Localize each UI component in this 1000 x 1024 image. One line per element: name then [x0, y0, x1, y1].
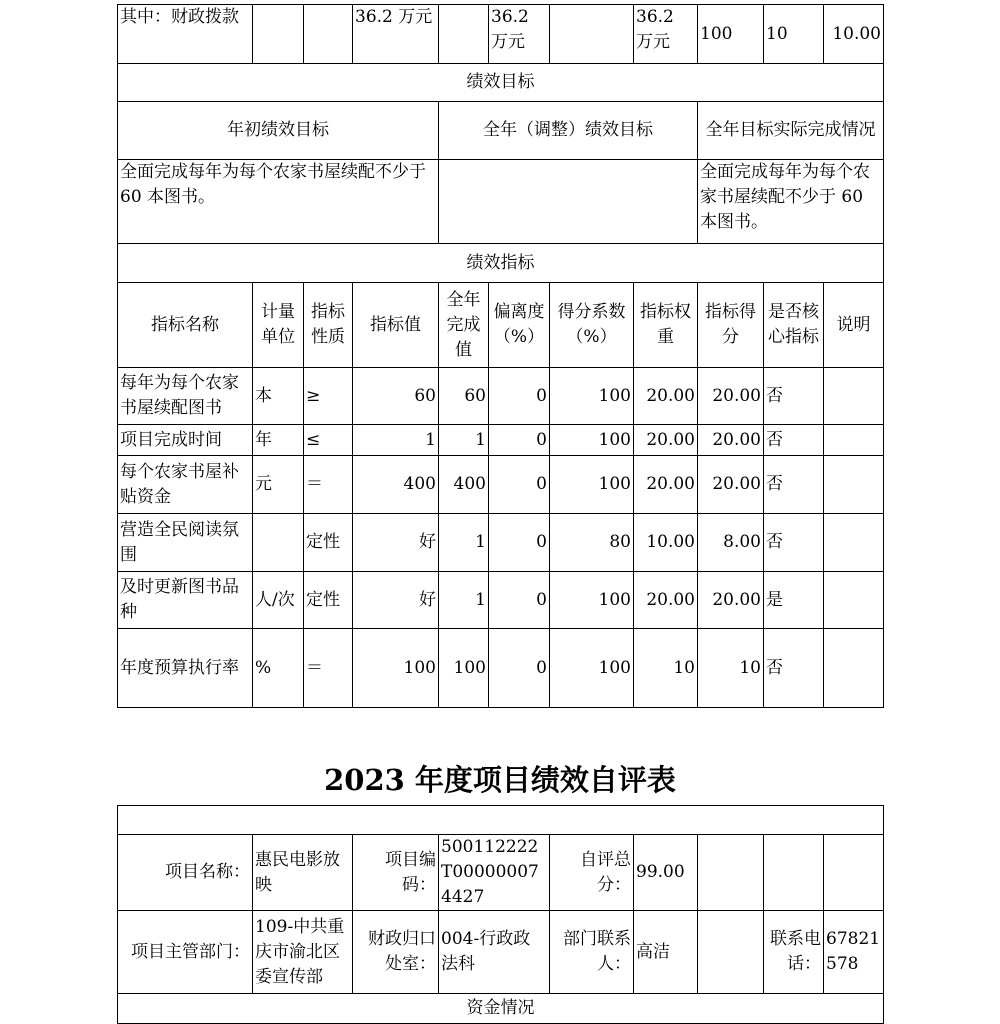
- indicator-core: 是: [764, 572, 824, 629]
- blank-row: [118, 806, 884, 835]
- indicator-coefficient: 100: [550, 456, 634, 514]
- empty-cell: [764, 835, 824, 911]
- header-nature: 指标性质: [304, 283, 353, 368]
- project-name-label: 项目名称：: [118, 835, 253, 911]
- header-unit: 计量单位: [253, 283, 304, 368]
- indicator-score: 20.00: [698, 425, 764, 456]
- indicator-coefficient: 80: [550, 514, 634, 572]
- funding-cell: 10: [764, 5, 824, 64]
- indicator-core: 否: [764, 514, 824, 572]
- indicator-core: 否: [764, 425, 824, 456]
- funding-cell: [253, 5, 304, 64]
- dept: 109-中共重庆市渝北区委宣传部: [253, 911, 353, 994]
- indicator-nature: ≤: [304, 425, 353, 456]
- indicator-core: 否: [764, 629, 824, 708]
- indicator-done: 60: [439, 368, 489, 425]
- indicator-note: [824, 514, 884, 572]
- indicator-score: 20.00: [698, 572, 764, 629]
- funding-cell: 10.00: [824, 5, 884, 64]
- funding-label: 其中：财政拨款: [118, 5, 253, 64]
- indicator-note: [824, 572, 884, 629]
- indicator-deviation: 0: [489, 456, 550, 514]
- indicator-value: 1: [353, 425, 439, 456]
- indicator-name: 营造全民阅读氛围: [118, 514, 253, 572]
- funding-row: [118, 5, 884, 64]
- header-name: 指标名称: [118, 283, 253, 368]
- header-coefficient: 得分系数（%）: [550, 283, 634, 368]
- funding-cell: 36.2 万元: [353, 5, 439, 64]
- header-value: 指标值: [353, 283, 439, 368]
- empty-cell: [698, 835, 764, 911]
- indicator-score: 20.00: [698, 368, 764, 425]
- indicator-coefficient: 100: [550, 368, 634, 425]
- indicator-weight: 20.00: [634, 368, 698, 425]
- indicator-deviation: 0: [489, 572, 550, 629]
- indicator-value: 100: [353, 629, 439, 708]
- indicator-weight: 20.00: [634, 425, 698, 456]
- goals-actual-text: 全面完成每年为每个农家书屋续配不少于 60 本图书。: [698, 160, 884, 244]
- indicator-weight: 20.00: [634, 572, 698, 629]
- indicator-note: [824, 456, 884, 514]
- goals-initial-header: 年初绩效目标: [118, 102, 439, 160]
- empty-cell: [824, 835, 884, 911]
- indicator-nature: ≥: [304, 368, 353, 425]
- contact-label: 部门联系人：: [550, 911, 634, 994]
- indicator-unit: %: [253, 629, 304, 708]
- indicators-header-row: [118, 283, 884, 368]
- indicator-name: 每年为每个农家书屋续配图书: [118, 368, 253, 425]
- goals-adjusted-header: 全年（调整）绩效目标: [439, 102, 698, 160]
- indicator-name: 及时更新图书品种: [118, 572, 253, 629]
- empty-cell: [698, 911, 764, 994]
- project-info-table: [117, 805, 884, 1024]
- table-row: [118, 425, 884, 456]
- indicator-coefficient: 100: [550, 572, 634, 629]
- indicator-name: 项目完成时间: [118, 425, 253, 456]
- header-score: 指标得分: [698, 283, 764, 368]
- indicator-deviation: 0: [489, 629, 550, 708]
- indicator-nature: 定性: [304, 572, 353, 629]
- project-row: [118, 835, 884, 911]
- finance: 004-行政政法科: [439, 911, 550, 994]
- phone: 67821578: [824, 911, 884, 994]
- contact: 高洁: [634, 911, 698, 994]
- indicator-note: [824, 425, 884, 456]
- indicator-note: [824, 368, 884, 425]
- indicator-weight: 10: [634, 629, 698, 708]
- header-weight: 指标权重: [634, 283, 698, 368]
- table-row: [118, 456, 884, 514]
- indicator-note: [824, 629, 884, 708]
- header-core: 是否核心指标: [764, 283, 824, 368]
- goals-section-title: 绩效目标: [118, 64, 884, 102]
- indicator-done: 1: [439, 425, 489, 456]
- header-done: 全年完成值: [439, 283, 489, 368]
- indicator-value: 好: [353, 572, 439, 629]
- indicator-weight: 20.00: [634, 456, 698, 514]
- self-score-label: 自评总分：: [550, 835, 634, 911]
- self-score: 99.00: [634, 835, 698, 911]
- indicator-value: 好: [353, 514, 439, 572]
- indicator-score: 8.00: [698, 514, 764, 572]
- table-row: [118, 368, 884, 425]
- department-row: [118, 911, 884, 994]
- indicator-done: 1: [439, 514, 489, 572]
- funding-cell: 100: [698, 5, 764, 64]
- funding-cell: [304, 5, 353, 64]
- indicator-nature: ＝: [304, 456, 353, 514]
- indicator-deviation: 0: [489, 514, 550, 572]
- form-title: 2023 年度项目绩效自评表: [324, 763, 676, 797]
- header-note: 说明: [824, 283, 884, 368]
- funding-section-title: 资金情况: [118, 994, 884, 1024]
- funding-cell: 36.2 万元: [489, 5, 550, 64]
- funding-cell: 36.2 万元: [634, 5, 698, 64]
- indicator-coefficient: 100: [550, 425, 634, 456]
- project-code: 500112222T000000074427: [439, 835, 550, 911]
- indicator-deviation: 0: [489, 368, 550, 425]
- indicator-nature: 定性: [304, 514, 353, 572]
- project-code-label: 项目编码：: [353, 835, 439, 911]
- indicator-done: 100: [439, 629, 489, 708]
- dept-label: 项目主管部门：: [118, 911, 253, 994]
- performance-table: [117, 4, 884, 708]
- indicator-unit: 元: [253, 456, 304, 514]
- indicator-core: 否: [764, 368, 824, 425]
- table-row: [118, 629, 884, 708]
- funding-cell: [439, 5, 489, 64]
- phone-label: 联系电话：: [764, 911, 824, 994]
- table-row: [118, 572, 884, 629]
- indicator-value: 60: [353, 368, 439, 425]
- indicator-nature: ＝: [304, 629, 353, 708]
- indicator-done: 1: [439, 572, 489, 629]
- goals-adjusted-text: [439, 160, 698, 244]
- indicator-unit: 年: [253, 425, 304, 456]
- indicator-score: 10: [698, 629, 764, 708]
- indicator-done: 400: [439, 456, 489, 514]
- indicator-weight: 10.00: [634, 514, 698, 572]
- indicator-core: 否: [764, 456, 824, 514]
- indicator-unit: [253, 514, 304, 572]
- indicator-name: 年度预算执行率: [118, 629, 253, 708]
- table-row: [118, 514, 884, 572]
- header-deviation: 偏离度（%）: [489, 283, 550, 368]
- indicator-coefficient: 100: [550, 629, 634, 708]
- project-name: 惠民电影放映: [253, 835, 353, 911]
- indicator-score: 20.00: [698, 456, 764, 514]
- finance-label: 财政归口处室：: [353, 911, 439, 994]
- funding-cell: [550, 5, 634, 64]
- indicator-unit: 人/次: [253, 572, 304, 629]
- indicator-name: 每个农家书屋补贴资金: [118, 456, 253, 514]
- indicators-section-title: 绩效指标: [118, 244, 884, 283]
- goals-initial-text: 全面完成每年为每个农家书屋续配不少于 60 本图书。: [118, 160, 439, 244]
- indicator-deviation: 0: [489, 425, 550, 456]
- indicator-unit: 本: [253, 368, 304, 425]
- indicator-value: 400: [353, 456, 439, 514]
- goals-actual-header: 全年目标实际完成情况: [698, 102, 884, 160]
